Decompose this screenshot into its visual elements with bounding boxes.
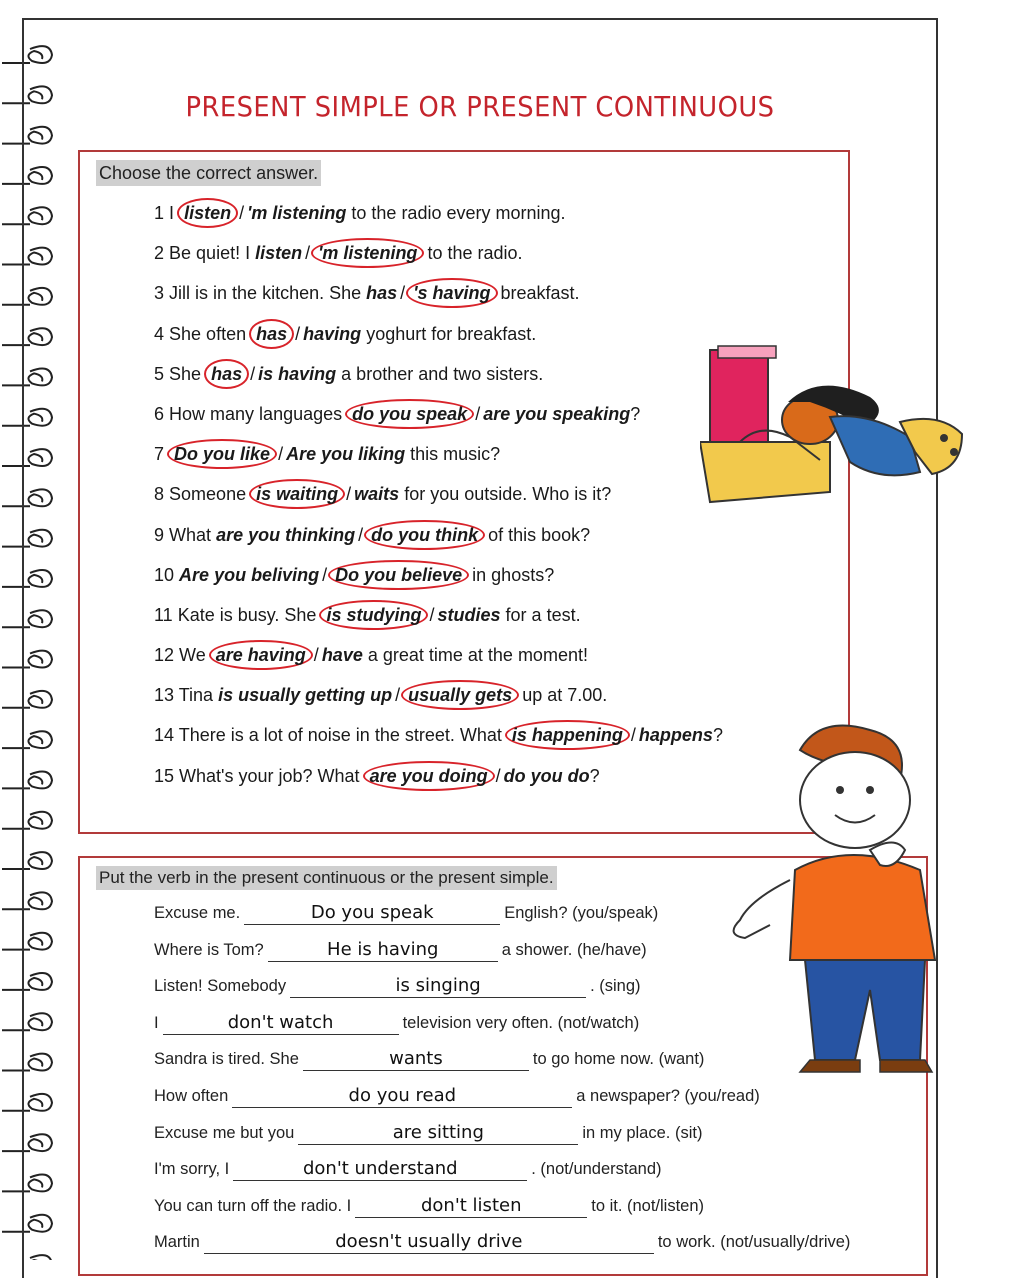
option-1[interactable]: is studying (319, 600, 428, 630)
fill-text-after: a shower. (he/have) (501, 940, 647, 959)
question-number: 5 (154, 363, 165, 384)
option-2[interactable]: have (321, 645, 363, 666)
option-2[interactable]: 'm listening (311, 238, 424, 268)
fill-text-before: Martin (154, 1233, 200, 1252)
fill-text-before: Sandra is tired. She (154, 1050, 299, 1069)
question-text-after: a brother and two sisters. (341, 363, 544, 384)
option-2[interactable]: happens (638, 725, 713, 746)
fill-text-before: Excuse me. (154, 904, 241, 922)
question-text-before: Someone (169, 484, 247, 505)
fill-text-after: . (not/understand) (531, 1160, 662, 1179)
exercise1-question-list (154, 198, 723, 801)
fill-text-after: English? (you/speak) (504, 904, 659, 922)
option-1[interactable]: Do you like (167, 439, 277, 469)
option-separator: / (400, 283, 406, 304)
question-number: 3 (154, 283, 165, 304)
option-2[interactable]: 'm listening (247, 203, 347, 223)
question-text-after: to the radio. (427, 243, 523, 264)
question-4 (154, 319, 723, 359)
question-13 (154, 680, 723, 720)
option-1[interactable]: is waiting (249, 479, 345, 509)
question-2 (154, 238, 723, 278)
option-1[interactable]: is happening (505, 720, 630, 750)
fill-text-before: Where is Tom? (154, 940, 264, 959)
question-8 (154, 479, 723, 519)
option-2[interactable]: 's having (406, 278, 497, 308)
question-9 (154, 520, 723, 560)
fill-text-before: Excuse me but you (154, 1123, 295, 1142)
answer-blank[interactable]: doesn't usually drive (204, 1231, 654, 1254)
question-text-before: What's your job? What (179, 765, 360, 786)
boy-reading-illustration (700, 342, 970, 512)
fill-text-after: television very often. (not/watch) (402, 1013, 640, 1032)
thinking-man-illustration (720, 720, 950, 1080)
fill-text-before: I (154, 1013, 159, 1032)
fill-item-9 (154, 1190, 850, 1227)
option-1[interactable]: do you speak (345, 399, 474, 429)
exercise1-instruction: Choose the correct answer. (96, 160, 321, 186)
option-1[interactable]: has (366, 283, 398, 304)
question-number: 8 (154, 484, 165, 505)
answer-blank[interactable]: don't listen (355, 1195, 587, 1218)
option-2[interactable]: do you do (503, 765, 590, 786)
fill-text-before: Listen! Somebody (154, 977, 287, 996)
question-number: 11 (154, 604, 173, 625)
fill-item-6 (154, 1080, 850, 1117)
fill-text-after: to work. (not/usually/drive) (657, 1233, 851, 1252)
option-2[interactable]: Do you believe (328, 560, 469, 590)
question-number: 6 (154, 403, 165, 424)
question-text-after: ? (589, 765, 600, 786)
question-15 (154, 761, 723, 801)
question-text-after: of this book? (488, 524, 591, 545)
answer-blank[interactable]: don't watch (163, 1012, 399, 1035)
question-text-after: ? (712, 725, 723, 746)
answer-blank[interactable]: don't understand (233, 1158, 527, 1181)
option-separator: / (278, 444, 284, 465)
question-text-after: yoghurt for breakfast. (366, 323, 537, 344)
option-2[interactable]: studies (437, 604, 501, 625)
answer-blank[interactable]: Do you speak (244, 902, 500, 925)
option-separator: / (630, 725, 636, 746)
option-separator: / (395, 685, 401, 706)
option-separator: / (475, 403, 481, 424)
answer-blank[interactable]: He is having (268, 939, 498, 962)
question-text-after: to the radio every morning. (351, 203, 566, 223)
question-text-after: in ghosts? (472, 564, 555, 585)
page-title: PRESENT SIMPLE OR PRESENT CONTINUOUS (185, 90, 775, 123)
question-12 (154, 640, 723, 680)
fill-item-10 (154, 1226, 850, 1263)
option-separator: / (250, 363, 256, 384)
option-1[interactable]: has (249, 319, 294, 349)
option-1[interactable]: listen (177, 198, 238, 228)
fill-text-before: I'm sorry, I (154, 1160, 230, 1179)
option-1[interactable]: are you doing (363, 761, 495, 791)
question-5 (154, 359, 723, 399)
option-1[interactable]: Are you beliving (179, 564, 320, 585)
question-text-before: Kate is busy. She (177, 604, 317, 625)
option-separator: / (239, 203, 245, 223)
question-text-after: for a test. (505, 604, 581, 625)
question-text-after: ? (630, 403, 641, 424)
option-1[interactable]: are having (209, 640, 313, 670)
exercise2-instruction: Put the verb in the present continuous or the present simple. (96, 866, 557, 890)
fill-text-after: a newspaper? (you/read) (576, 1086, 760, 1105)
option-separator: / (429, 604, 435, 625)
question-6 (154, 399, 723, 439)
question-text-before: Tina (178, 685, 214, 706)
question-text-after: up at 7.00. (522, 685, 608, 706)
question-number: 15 (154, 765, 175, 786)
question-number: 1 (154, 203, 165, 223)
question-number: 9 (154, 524, 165, 545)
option-separator: / (358, 524, 364, 545)
question-text-before: We (179, 645, 206, 666)
question-text-before: How many languages (169, 403, 343, 424)
option-separator: / (322, 564, 328, 585)
option-separator: / (346, 484, 352, 505)
option-2[interactable]: do you think (364, 520, 485, 550)
question-number: 14 (154, 725, 175, 746)
fill-text-before: You can turn off the radio. I (154, 1196, 352, 1215)
question-number: 4 (154, 323, 165, 344)
option-separator: / (495, 765, 501, 786)
question-text-after: this music? (410, 444, 501, 465)
question-number: 10 (154, 564, 175, 585)
option-separator: / (305, 243, 311, 264)
option-2[interactable]: having (303, 323, 362, 344)
answer-blank[interactable]: is singing (290, 975, 586, 998)
fill-text-after: to it. (not/listen) (591, 1196, 705, 1215)
fill-text-after: in my place. (sit) (582, 1123, 703, 1142)
answer-blank[interactable]: wants (303, 1048, 529, 1071)
option-1[interactable]: has (204, 359, 249, 389)
question-text-before: What (169, 524, 212, 545)
question-11 (154, 600, 723, 640)
fill-text-before: How often (154, 1086, 229, 1105)
option-2[interactable]: Are you liking (286, 444, 406, 465)
option-2[interactable]: is having (258, 363, 337, 384)
question-number: 12 (154, 645, 175, 666)
option-separator: / (295, 323, 301, 344)
question-text-before: I (169, 203, 175, 223)
option-2[interactable]: are you speaking (483, 403, 631, 424)
option-1[interactable]: listen (255, 243, 303, 264)
question-text-before: Jill is in the kitchen. She (169, 283, 362, 304)
option-separator: / (313, 645, 319, 666)
question-text-after: a great time at the moment! (367, 645, 588, 666)
question-1 (154, 198, 723, 238)
answer-blank[interactable]: do you read (232, 1085, 572, 1108)
option-1[interactable]: are you thinking (216, 524, 356, 545)
question-7 (154, 439, 723, 479)
question-text-before: Be quiet! I (169, 243, 251, 264)
answer-blank[interactable]: are sitting (298, 1122, 578, 1145)
fill-item-8 (154, 1153, 850, 1190)
question-number: 2 (154, 243, 165, 264)
question-text-before: There is a lot of noise in the street. What (178, 725, 502, 746)
question-text-before: She often (169, 323, 247, 344)
option-2[interactable]: waits (354, 484, 400, 505)
question-number: 7 (154, 444, 165, 465)
question-3 (154, 278, 723, 318)
question-text-after: for you outside. Who is it? (404, 484, 612, 505)
fill-text-after: to go home now. (want) (532, 1050, 705, 1069)
question-14 (154, 720, 723, 760)
option-2[interactable]: usually gets (401, 680, 519, 710)
question-text-before: She (169, 363, 202, 384)
question-text-after: breakfast. (500, 283, 580, 304)
option-1[interactable]: is usually getting up (218, 685, 393, 706)
question-number: 13 (154, 685, 175, 706)
question-10 (154, 560, 723, 600)
fill-item-7 (154, 1117, 850, 1154)
fill-text-after: . (sing) (590, 977, 641, 996)
